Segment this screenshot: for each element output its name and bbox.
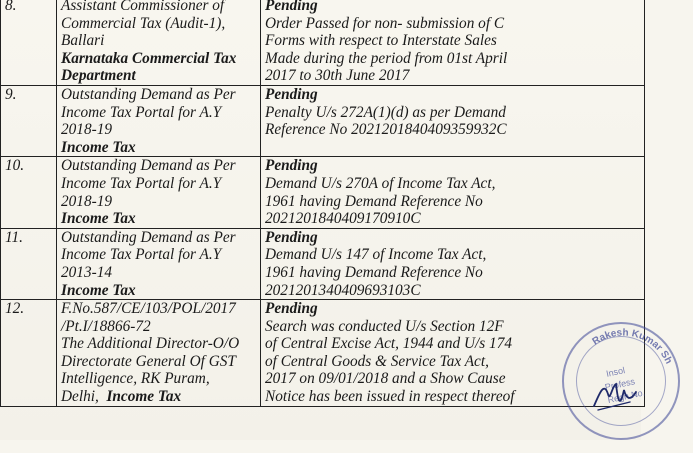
authority-line: 2018-19 bbox=[61, 192, 112, 210]
table-row bbox=[1, 85, 645, 156]
status-detail-line: Order Passed for non- submission of C bbox=[265, 14, 505, 32]
authority-cell bbox=[57, 0, 261, 85]
status-detail-line: Search was conducted U/s Section 12F bbox=[265, 317, 504, 335]
status-detail-line: Forms with respect to Interstate Sales bbox=[265, 32, 497, 50]
authority-line: /Pt.I/18866-72 bbox=[61, 317, 151, 335]
authority-dept-line: Karnataka Commercial Tax bbox=[61, 49, 237, 67]
status-detail-line: of Central Excise Act, 1944 and U/s 174 bbox=[265, 335, 512, 353]
table-row bbox=[1, 300, 645, 407]
authority-cell bbox=[57, 300, 261, 407]
status-label: Pending bbox=[265, 0, 318, 14]
authority-line bbox=[61, 388, 257, 406]
authority-line: Outstanding Demand as Per bbox=[61, 85, 236, 103]
table-row bbox=[1, 228, 645, 299]
row-number: 12. bbox=[1, 300, 57, 407]
status-detail-line: Demand U/s 147 of Income Tax Act, bbox=[265, 246, 487, 264]
status-detail-line: Made during the period from 01st April bbox=[265, 49, 508, 67]
status-detail-line: of Central Goods & Service Tax Act, bbox=[265, 352, 489, 370]
authority-line: Commercial Tax (Audit-1), bbox=[61, 14, 226, 32]
status-cell bbox=[261, 228, 645, 299]
authority-line: F.No.587/CE/103/POL/2017 bbox=[61, 300, 236, 318]
authority-dept-line: Department bbox=[61, 67, 136, 85]
seal-ring-text: Rakesh Kumar Sh bbox=[590, 327, 675, 366]
authority-cell bbox=[57, 157, 261, 228]
authority-line: Directorate General Of GST bbox=[61, 352, 236, 370]
authority-line: Outstanding Demand as Per bbox=[61, 228, 236, 246]
authority-line: Assistant Commissioner of bbox=[61, 0, 225, 14]
authority-line: Intelligence, RK Puram, bbox=[61, 370, 210, 388]
authority-line: 2018-19 bbox=[61, 121, 112, 139]
authority-line: Income Tax Portal for A.Y bbox=[61, 174, 222, 192]
authority-city: Delhi, bbox=[61, 388, 99, 406]
authority-dept-line: Income Tax bbox=[61, 281, 136, 299]
status-detail-line: 1961 having Demand Reference No bbox=[265, 263, 483, 281]
status-detail-line: Reference No 2021201840409359932C bbox=[265, 121, 507, 139]
status-detail-line: Demand U/s 270A of Income Tax Act, bbox=[265, 174, 496, 192]
row-number: 10. bbox=[1, 157, 57, 228]
status-detail-line: Notice has been issued in respect thereof bbox=[265, 388, 515, 406]
authority-line: Outstanding Demand as Per bbox=[61, 157, 236, 175]
status-detail-line: 2021201340409693103C bbox=[265, 281, 421, 299]
authority-line: Income Tax Portal for A.Y bbox=[61, 103, 222, 121]
status-cell bbox=[261, 300, 645, 407]
seal-center-text-1: Insol bbox=[605, 365, 626, 379]
authority-line: The Additional Director-O/O bbox=[61, 335, 240, 353]
authority-dept-line: Income Tax bbox=[61, 210, 136, 228]
authority-line: 2013-14 bbox=[61, 263, 112, 281]
status-cell bbox=[261, 85, 645, 156]
status-label: Pending bbox=[265, 85, 318, 103]
status-detail-line: Penalty U/s 272A(1)(d) as per Demand bbox=[265, 103, 506, 121]
status-detail-line: 1961 having Demand Reference No bbox=[265, 192, 483, 210]
table-row bbox=[1, 0, 645, 85]
status-label: Pending bbox=[265, 300, 318, 318]
authority-dept-line: Income Tax bbox=[61, 138, 136, 156]
status-detail-line: 2017 on 09/01/2018 and a Show Cause bbox=[265, 370, 506, 388]
authority-cell bbox=[57, 228, 261, 299]
status-detail-line: 2021201840409170910C bbox=[265, 210, 421, 228]
row-number: 9. bbox=[1, 85, 57, 156]
table-row bbox=[1, 157, 645, 228]
row-number: 8. bbox=[1, 0, 57, 85]
seal-center-text-2: Profess bbox=[603, 376, 636, 393]
authority-line: Income Tax Portal for A.Y bbox=[61, 246, 222, 264]
status-cell bbox=[261, 0, 645, 85]
authority-dept: Income Tax bbox=[106, 388, 182, 406]
status-label: Pending bbox=[265, 228, 318, 246]
status-cell bbox=[261, 157, 645, 228]
row-number: 11. bbox=[1, 228, 57, 299]
status-label: Pending bbox=[265, 157, 318, 175]
authority-cell bbox=[57, 85, 261, 156]
status-detail-line: 2017 to 30th June 2017 bbox=[265, 67, 410, 85]
seal-center-text-3: Regn No. bbox=[606, 387, 646, 406]
authority-line: Ballari bbox=[61, 32, 105, 50]
